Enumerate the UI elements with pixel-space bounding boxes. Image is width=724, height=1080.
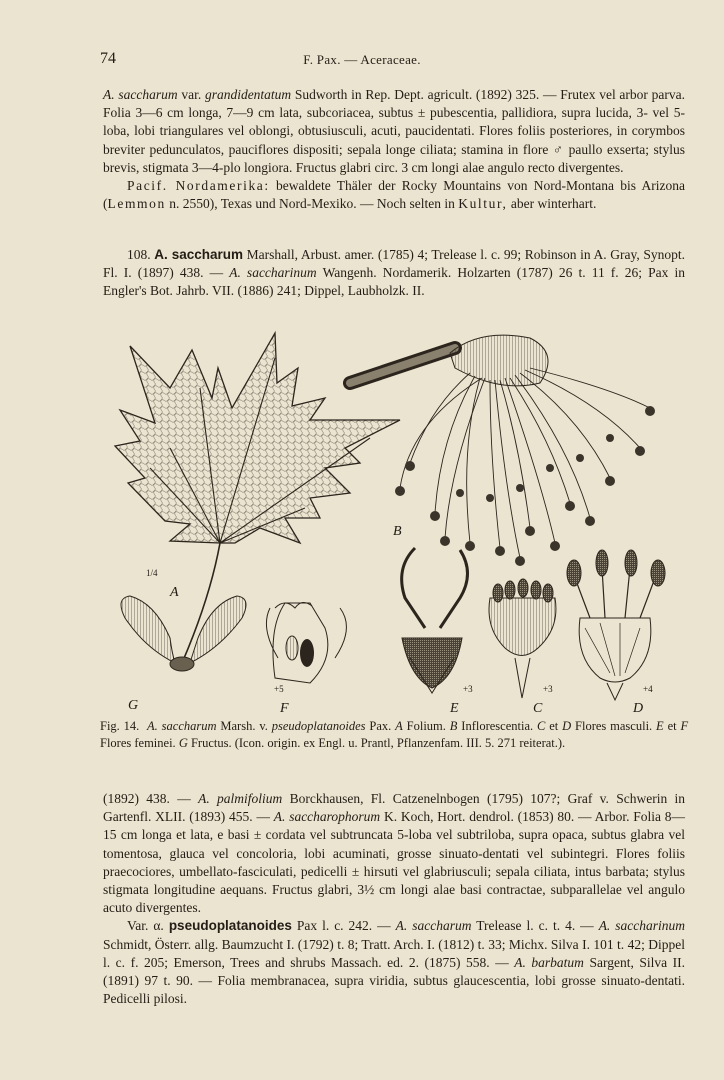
caption-et-2: et: [667, 719, 677, 733]
fruit-illustration: [121, 596, 246, 671]
variety-heading: pseudoplatanoides: [168, 918, 292, 934]
region-name: Pacif. Nordamerika:: [127, 178, 270, 194]
caption-letter-b: B: [449, 719, 458, 733]
label-d-magnification: +4: [643, 684, 653, 694]
label-f: F: [280, 701, 289, 713]
synonym-saccharophorum: A. saccharophorum: [273, 809, 381, 825]
caption-cd-text: Flores masculi.: [575, 719, 653, 733]
label-g: G: [128, 698, 139, 713]
variety-grandidentatum-entry: [103, 86, 685, 213]
distribution-text-2: n. 2550), Texas und Nord-Mexiko. — Noch selten in: [169, 196, 455, 212]
label-d: D: [633, 701, 644, 713]
var-synonym-2: A. saccharinum: [598, 918, 686, 934]
variety-pseudoplatanoides: [103, 917, 685, 1008]
var-text-2: Trelease l. c. t. 4. —: [476, 918, 594, 934]
label-c-magnification: +3: [543, 684, 553, 694]
male-flower-d: [567, 550, 665, 700]
caption-a-text: Folium.: [406, 719, 446, 733]
label-a: A: [170, 585, 179, 600]
caption-ef-text: Flores feminei.: [100, 736, 176, 750]
label-e-magnification: +3: [463, 684, 473, 694]
synonym-name: A. saccharinum: [229, 265, 317, 281]
var-label: var.: [181, 87, 202, 102]
var-synonym-1: A. saccharum: [395, 918, 472, 934]
text-segment-2: Borckhausen, Fl. Catzenelnbogen (1795) 107?; Graf v. Schwerin in Gartenfl. XLII. (1893) 455. —: [103, 791, 686, 825]
species-heading: A. saccharum: [154, 247, 244, 262]
citation-text: Marshall, Arbust. amer. (1785) 4; Trelease l. c. 99; Robinson in A. Gray, Synopt. Fl. I. (1897) 438. —: [103, 247, 686, 281]
botanical-figure: [110, 328, 680, 713]
caption-author-2: Pax.: [369, 719, 392, 733]
figure-caption: [100, 718, 688, 752]
var-text-1: Pax l. c. 242. —: [296, 918, 391, 934]
species-108-entry: [103, 246, 685, 301]
text-segment-1: (1892) 438. —: [103, 791, 191, 806]
label-c: C: [533, 701, 543, 713]
label-e: E: [450, 701, 459, 713]
species-number: 108.: [127, 247, 151, 262]
species-108-continued: [103, 790, 685, 1008]
text-segment-3: K. Koch, Hort. dendrol. (1853) 80. — Arbor. Folia 8—15 cm longa et lata, e basi ± cordata vel subtruncata 5-loba vel subtriloba, supra opaca, subtus glabra vel tomentosa, glauca vel concoloria, lobi acuminati, grosse sinuato-dentati vel subintegri. Flores foliis praecociores, umbellato-fasciculati, pedicelli ± hirsuti vel glabriusculi; sepala ciliata, intus barbata; stylus stigmata longitudine aequans. Fructus glabri, 3½ cm longi alae basi contractae, subparallelae vel angulo acuto divergentes.: [103, 809, 686, 916]
distribution-text-3: aber winterhart.: [510, 196, 597, 212]
caption-figure-number: Fig. 14.: [100, 719, 140, 733]
page-number: 74: [100, 50, 116, 67]
caption-variety: pseudoplatanoides: [271, 719, 366, 733]
caption-species: A. saccharum: [147, 719, 217, 733]
female-flower: [402, 548, 468, 693]
variety-description: [103, 86, 685, 177]
citation-text-2: Wangenh. Nordamerik. Holzarten (1787) 26 t. 11 f. 26; Pax in Engler's Bot. Jahrb. VII. (1886) 241; Dippel, Laubholzk. II.: [103, 265, 686, 299]
synonymy-description: [103, 790, 685, 917]
caption-letter-a: A: [395, 719, 403, 733]
caption-letter-d: D: [562, 719, 572, 733]
caption-author: Marsh. v.: [220, 719, 268, 733]
species-citation: [103, 246, 685, 301]
male-flower-c: [489, 579, 556, 698]
distribution-text: bewaldete Thäler der Rocky Mountains von Nord-Montana bis Arizona (: [103, 178, 686, 212]
var-text-3: Schmidt, Österr. allg. Baumzucht I. (1792) t. 8; Tratt. Arch. I. (1812) t. 33; Michx. Silva I. 101 t. 42; Dippel l. c. f. 205; Emerson, Trees and shrubs Massach. ed. 2. (1875) 558. —: [103, 936, 685, 970]
var-synonym-3: A. barbatum: [514, 954, 584, 970]
label-b: B: [393, 524, 402, 539]
caption-b-text: Inflorescentia.: [461, 719, 534, 733]
female-flower-section: [266, 602, 346, 683]
species-name: A. saccharum: [103, 87, 178, 102]
label-a-magnification: 1/4: [146, 568, 158, 578]
caption-g-text: Fructus. (Icon. origin. ex Engl. u. Prantl, Pflanzenfam. III. 5. 271 reiterat.).: [190, 736, 566, 750]
label-f-magnification: +5: [274, 684, 284, 694]
variety-epithet: grandidentatum: [204, 87, 292, 102]
caption-et-1: et: [549, 719, 559, 733]
var-text-4: Sargent, Silva II. (1891) 97 t. 90. — Folia membranacea, supra viridia, subtus glaucescentia, lobi grosse sinuato-dentati. Pedicelli pilosi.: [103, 954, 686, 1007]
running-head: F. Pax. — Aceraceae.: [303, 52, 421, 67]
kultur-word: Kultur,: [458, 196, 508, 212]
distribution-paragraph: [103, 177, 685, 213]
collector-name: Lemmon: [107, 196, 166, 212]
caption-letter-g: G: [178, 736, 188, 750]
caption-letter-e: E: [656, 719, 664, 733]
description-text: Sudworth in Rep. Dept. agricult. (1892) 325. — Frutex vel arbor parva. Folia 3—6 cm longa, 7—9 cm lata, subcoriacea, subtus ± pubescentia, pallidiora, supra lucida, 3- vel 5-loba, lobi triangulares vel oblongi, obtusiusculi, acuti, paucidentati. Flores foliis posteriores, in corymbos breviter pedunculatos, pauciflores dispositi; sepala longe ciliata; stamina in flore ♂ paullo exserta; stylus brevis, stigmata 3—4-plo longiora. Fructus glabri circ. 3 cm longi alae angulo recto divergentes.: [103, 87, 685, 175]
caption-letter-f: F: [680, 719, 689, 733]
caption-letter-c: C: [537, 719, 546, 733]
var-label-alpha: Var. α.: [127, 918, 164, 934]
synonym-palmifolium: A. palmifolium: [198, 791, 283, 806]
